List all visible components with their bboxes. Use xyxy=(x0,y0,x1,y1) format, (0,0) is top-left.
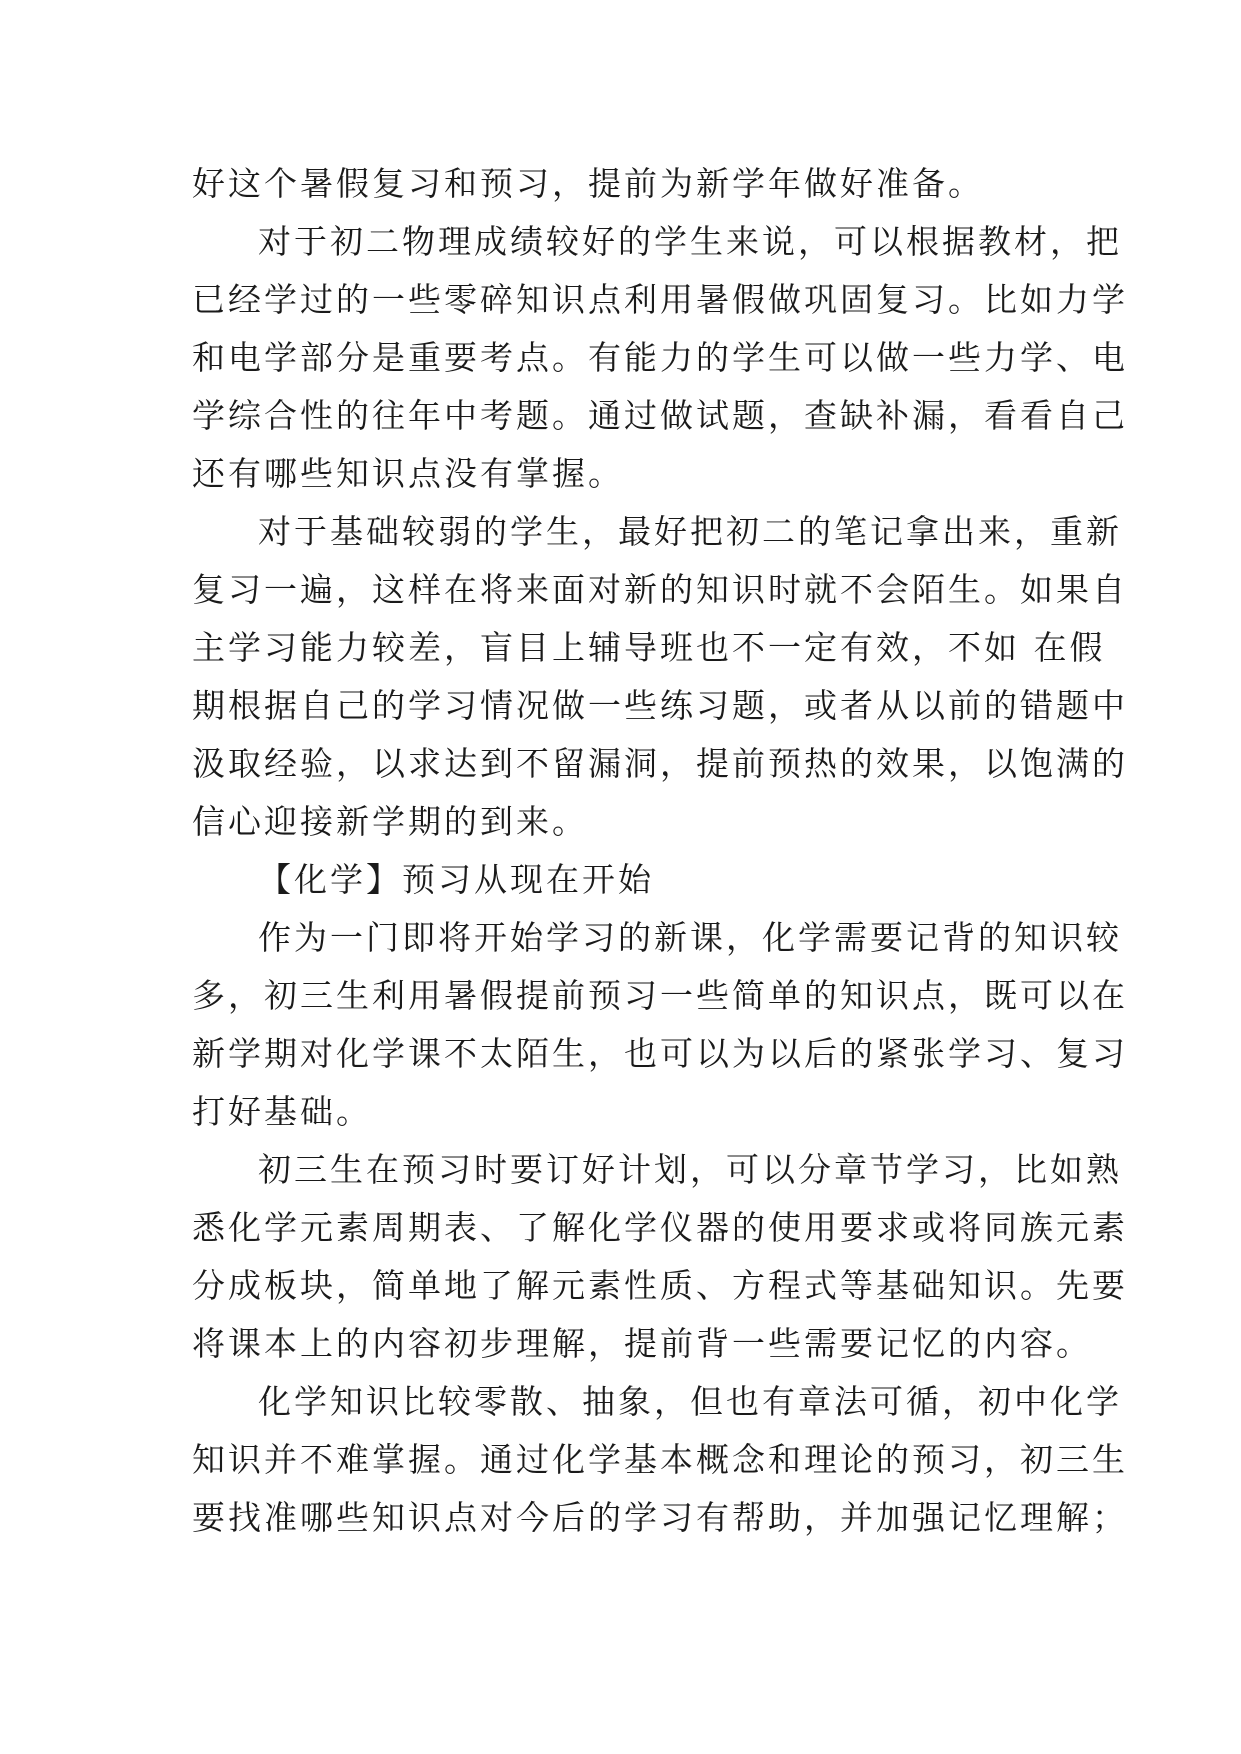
paragraph-line: 知识并不难掌握。通过化学基本概念和理论的预习，初三生 xyxy=(192,1440,1128,1479)
paragraph-line: 多，初三生利用暑假提前预习一些简单的知识点，既可以在 xyxy=(192,976,1128,1015)
paragraph-line: 和电学部分是重要考点。有能力的学生可以做一些力学、电 xyxy=(192,338,1128,377)
paragraph-line: 初三生在预习时要订好计划，可以分章节学习，比如熟 xyxy=(258,1150,1122,1189)
paragraph-line: 打好基础。 xyxy=(192,1092,372,1131)
paragraph-line: 作为一门即将开始学习的新课，化学需要记背的知识较 xyxy=(258,918,1122,957)
paragraph-line: 悉化学元素周期表、了解化学仪器的使用要求或将同族元素 xyxy=(192,1208,1128,1247)
paragraph-line: 复习一遍，这样在将来面对新的知识时就不会陌生。如果自 xyxy=(192,570,1128,609)
paragraph-line: 汲取经验，以求达到不留漏洞，提前预热的效果，以饱满的 xyxy=(192,744,1128,783)
paragraph-line: 对于基础较弱的学生，最好把初二的笔记拿出来，重新 xyxy=(258,512,1122,551)
paragraph-line: 分成板块，简单地了解元素性质、方程式等基础知识。先要 xyxy=(192,1266,1128,1305)
paragraph-line: 已经学过的一些零碎知识点利用暑假做巩固复习。比如力学 xyxy=(192,280,1128,319)
paragraph-line: 学综合性的往年中考题。通过做试题，查缺补漏，看看自己 xyxy=(192,396,1128,435)
paragraph-line: 信心迎接新学期的到来。 xyxy=(192,802,588,841)
paragraph-line: 化学知识比较零散、抽象，但也有章法可循，初中化学 xyxy=(258,1382,1122,1421)
paragraph-line: 要找准哪些知识点对今后的学习有帮助，并加强记忆理解； xyxy=(192,1498,1128,1537)
paragraph-line: 好这个暑假复习和预习，提前为新学年做好准备。 xyxy=(192,164,984,203)
paragraph-line: 主学习能力较差，盲目上辅导班也不一定有效，不如 在假 xyxy=(192,628,1106,667)
paragraph-line: 还有哪些知识点没有掌握。 xyxy=(192,454,624,493)
paragraph-line: 对于初二物理成绩较好的学生来说，可以根据教材，把 xyxy=(258,222,1122,261)
paragraph-line: 新学期对化学课不太陌生，也可以为以后的紧张学习、复习 xyxy=(192,1034,1128,1073)
section-heading: 【化学】预习从现在开始 xyxy=(258,860,654,899)
paragraph-line: 将课本上的内容初步理解，提前背一些需要记忆的内容。 xyxy=(192,1324,1092,1363)
paragraph-line: 期根据自己的学习情况做一些练习题，或者从以前的错题中 xyxy=(192,686,1128,725)
